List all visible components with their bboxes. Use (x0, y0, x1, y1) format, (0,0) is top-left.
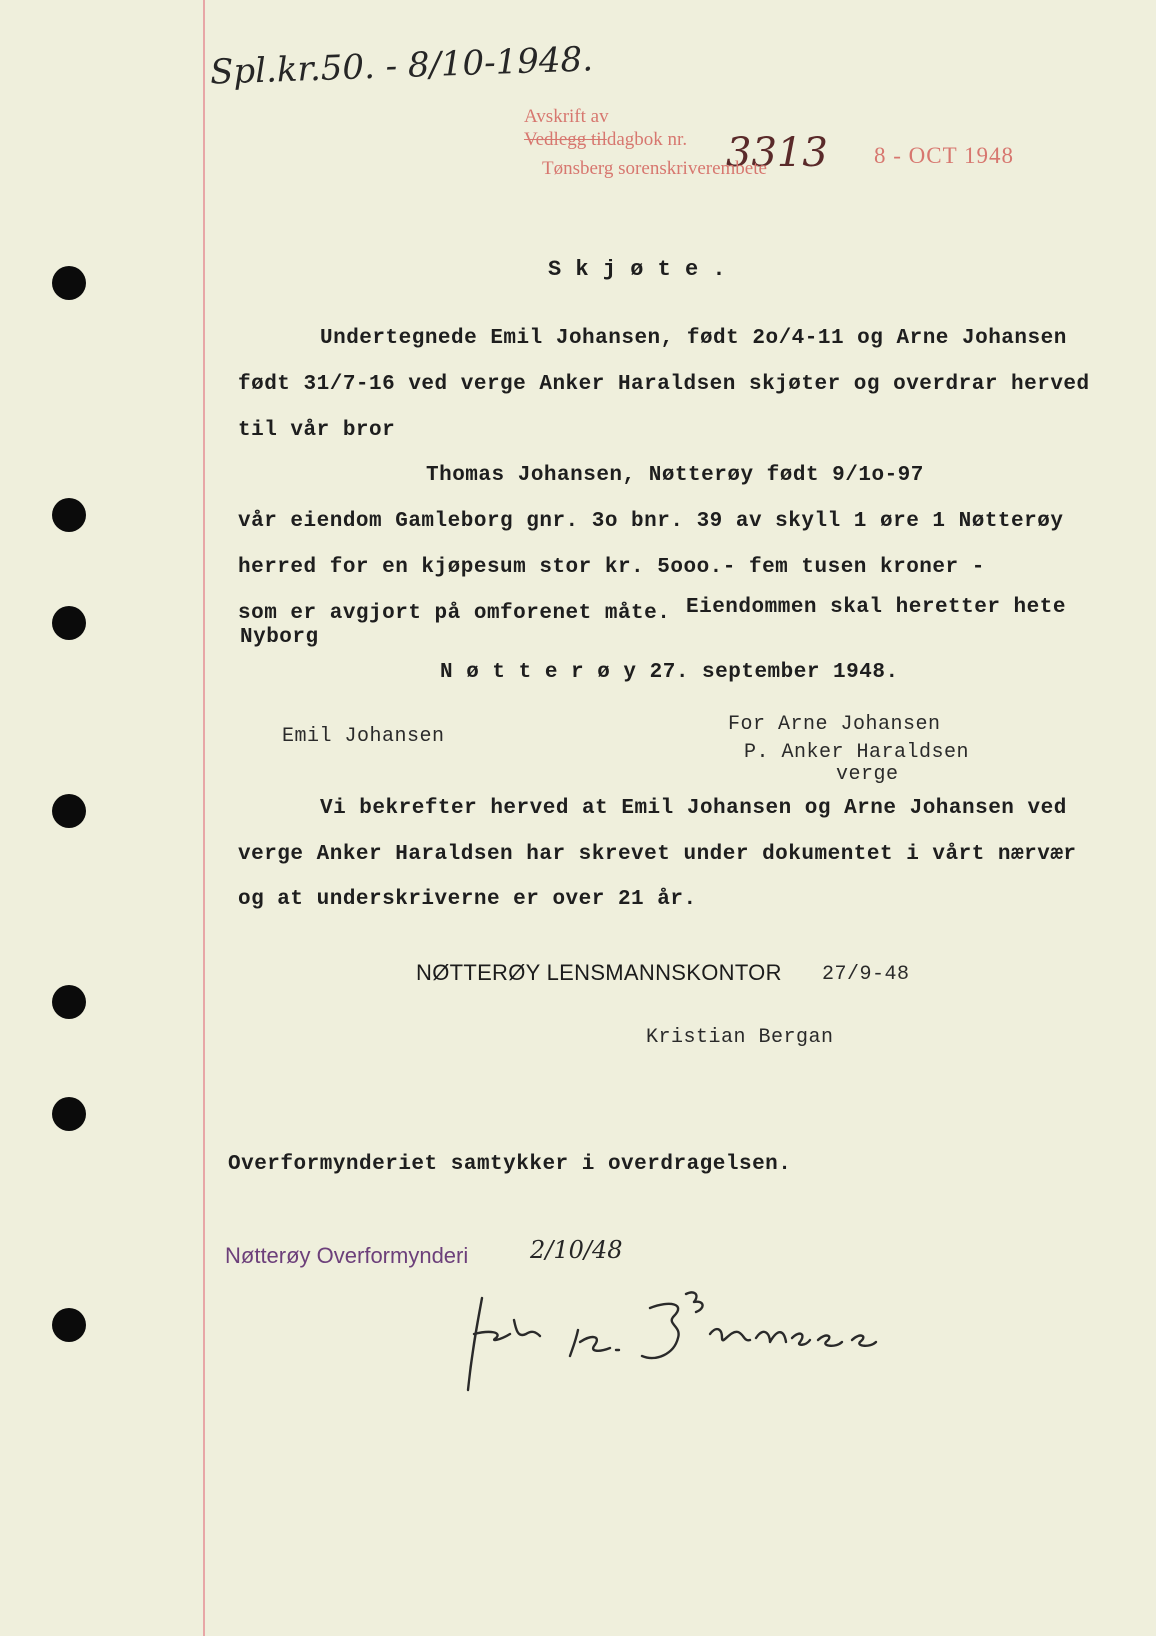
signature-anker: P. Anker Haraldsen (744, 741, 970, 764)
consent-text: Overformynderiet samtykker i overdragelsen. (228, 1153, 792, 1176)
handwritten-signature (460, 1290, 920, 1400)
punch-hole (52, 1308, 86, 1342)
body-line: født 31/7-16 ved verge Anker Haraldsen skjøter og overdrar herved (238, 373, 1090, 396)
handwritten-reference: Spl.kr.50. - 8/10-1948. (209, 39, 594, 93)
body-line: Thomas Johansen, Nøtterøy født 9/1o-97 (426, 464, 924, 487)
document-title: S k j ø t e . (548, 257, 727, 282)
officer-name: Kristian Bergan (646, 1026, 834, 1049)
punch-hole (52, 1097, 86, 1131)
lensmann-date: 27/9-48 (822, 963, 910, 986)
punch-hole (52, 266, 86, 300)
registry-stamp-line2 (524, 129, 687, 151)
registry-stamp-line1: Avskrift av (524, 106, 609, 127)
body-line: vår eiendom Gamleborg gnr. 3o bnr. 39 av skyll 1 øre 1 Nøtterøy (238, 510, 1064, 533)
punch-hole (52, 794, 86, 828)
body-line: Eiendommen skal heretter hete (686, 596, 1066, 619)
registry-stamp-date: 8 - OCT 1948 (874, 143, 1014, 168)
signature-verge: verge (836, 763, 899, 786)
lensmann-stamp: NØTTERØY LENSMANNSKONTOR (416, 960, 782, 985)
punch-hole (52, 498, 86, 532)
body-line: herred for en kjøpesum stor kr. 5ooo.- fem tusen kroner - (238, 556, 985, 579)
consent-date: 2/10/48 (530, 1236, 623, 1264)
body-line: til vår bror (238, 419, 396, 442)
body-line: Undertegnede Emil Johansen, født 2o/4-11 og Arne Johansen (320, 327, 1067, 350)
registry-stamp-line3: Tønsberg sorenskriverembete (542, 158, 767, 179)
body-line: som er avgjort på omforenet måte. (238, 602, 671, 625)
witness-line: og at underskriverne er over 21 år. (238, 888, 697, 911)
place-date: N ø t t e r ø y 27. september 1948. (440, 661, 899, 684)
witness-line: verge Anker Haraldsen har skrevet under dokumentet i vårt nærvær (238, 843, 1077, 866)
witness-line: Vi bekrefter herved at Emil Johansen og Arne Johansen ved (320, 797, 1067, 820)
signature-emil: Emil Johansen (282, 725, 445, 748)
overformynderi-stamp: Nøtterøy Overformynderi (225, 1243, 469, 1268)
dagbok-number: 3313 (726, 130, 828, 176)
punch-hole (52, 606, 86, 640)
margin-rule (203, 0, 205, 1636)
body-line: Nyborg (240, 626, 319, 649)
stamp-label: dagbok nr. (606, 129, 688, 150)
struck-text: Vedlegg til (524, 129, 607, 150)
signature-for-arne: For Arne Johansen (728, 713, 941, 736)
punch-hole (52, 985, 86, 1019)
